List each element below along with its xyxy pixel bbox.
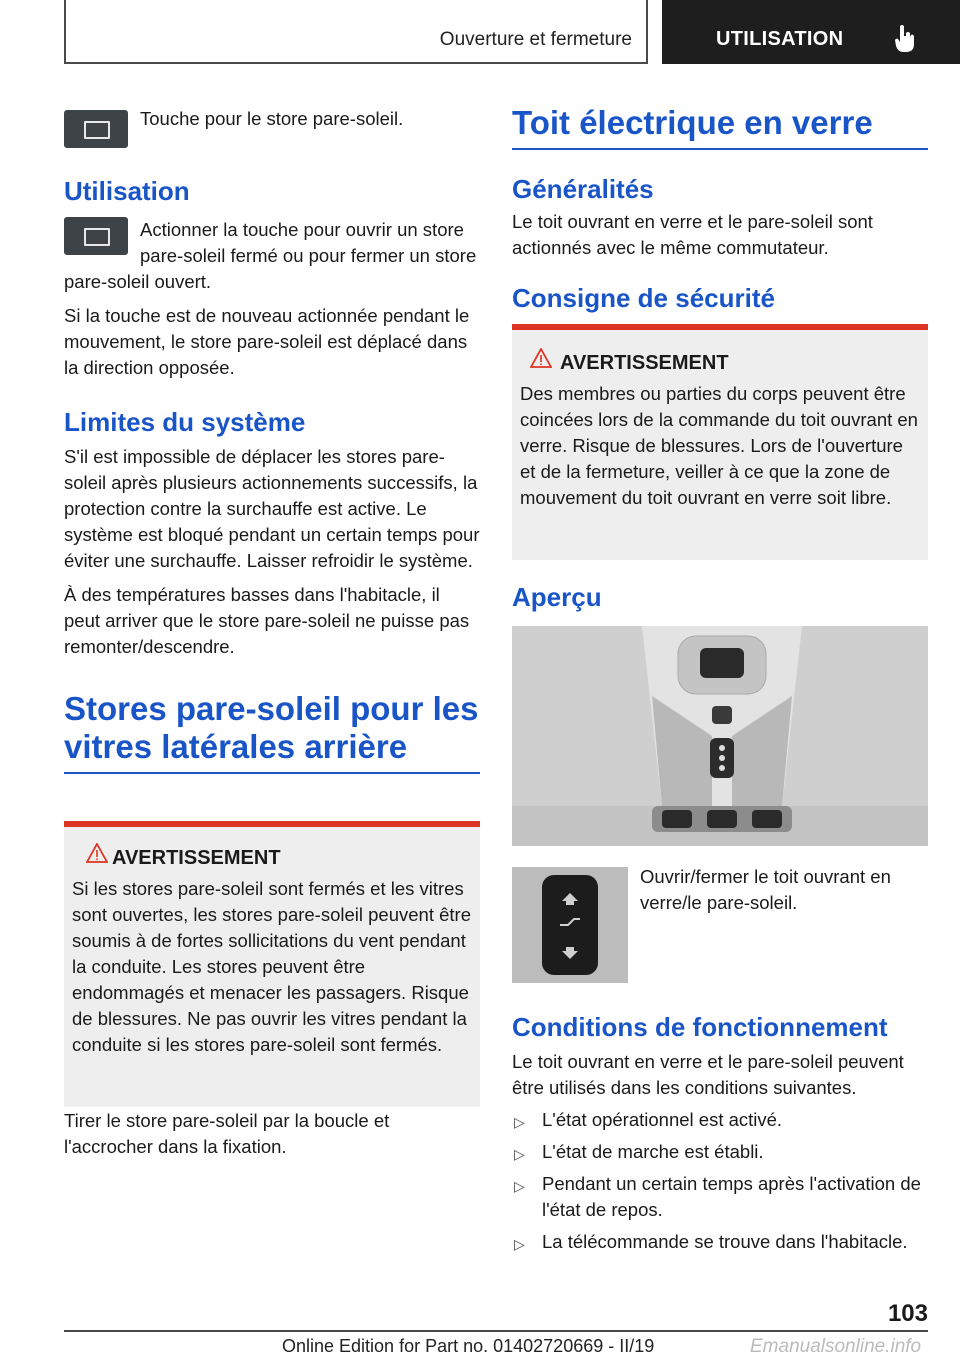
roof-switch-image [512, 867, 628, 983]
triangle-bullet-icon: ▷ [514, 1114, 525, 1130]
generalites-text: Le toit ouvrant en verre et le pare-soleil sont actionnés avec le même commutateur. [512, 211, 873, 258]
triangle-bullet-icon: ▷ [514, 1146, 525, 1162]
conditions-list [512, 1107, 928, 1261]
list-item: ▷ La télécommande se trouve dans l'habitacle. [512, 1229, 928, 1255]
triangle-bullet-icon: ▷ [514, 1236, 525, 1252]
warning-text: Si les stores pare-soleil sont fermés et les vitres sont ouvertes, les stores pare-soleil peuvent être soumis à de fortes sollicitations du vent pendant la conduite. Les stores peuvent être endommagés et menacer les passagers. Risque de blessures. Ne pas ouvrir les vitres pendant la conduite si les stores pare-soleil sont fermés. [72, 878, 471, 1055]
utilisation-text: Actionner la touche pour ouvrir un store pare-soleil fermé ou pour fermer un store pare-soleil ouvert. [64, 219, 477, 292]
header-section-box [64, 0, 648, 64]
header-chapter-box [662, 0, 960, 64]
limites-heading: Limites du système [64, 407, 306, 437]
limites-text: S'il est impossible de déplacer les stores pare-soleil après plusieurs actionnements successifs, la protection contre la surchauffe est active. Le système est bloqué pendant un certain temps pour éviter une surchauffe. Laisser refroidir le système. [64, 446, 480, 571]
watermark: Emanualsonline.info [750, 1336, 922, 1357]
tirer-text: Tirer le store pare-soleil par la boucle et l'accrocher dans la fixation. [64, 1110, 390, 1157]
sunblind-button-icon [64, 217, 128, 255]
triangle-bullet-icon: ▷ [514, 1178, 525, 1194]
warning-triangle-icon [86, 843, 108, 863]
header-chapter-title: UTILISATION [716, 28, 844, 50]
warning-box-stores [64, 821, 480, 1107]
key-caption: Touche pour le store pare-soleil. [140, 110, 404, 129]
list-item: ▷ Pendant un certain temps après l'activation de l'état de repos. [514, 1173, 921, 1220]
right-column [512, 96, 928, 314]
warning-box-toit [512, 324, 928, 560]
generalites-heading: Généralités [512, 174, 654, 204]
warning-title: AVERTISSEMENT [560, 352, 729, 374]
consigne-heading: Consigne de sécurité [512, 283, 775, 313]
warning-title: AVERTISSEMENT [112, 847, 281, 869]
apercu-heading: Aperçu [512, 582, 602, 612]
conditions-heading: Conditions de fonctionnement [512, 1012, 888, 1042]
footer-rule [64, 1330, 928, 1332]
warning-text: Des membres ou parties du corps peuvent être coincées lors de la commande du toit ouvrant en verre. Risque de blessures. Lors de l'ouverture et de la fermeture, veiller à ce que la zone de mouvement du toit ouvrant en verre soit libre. [520, 383, 918, 508]
switch-caption: Ouvrir/fermer le toit ouvrant en verre/le pare-soleil. [640, 866, 891, 913]
list-item: ▷ L'état opérationnel est activé. [512, 1107, 928, 1133]
utilisation-text-2: Si la touche est de nouveau actionnée pendant le mouvement, le store pare-soleil est déplacé dans la direction opposée. [64, 305, 470, 378]
left-column [64, 96, 480, 774]
footer-edition: Online Edition for Part no. 01402720669 - II/19 [282, 1336, 655, 1356]
sunblind-button-icon [64, 110, 128, 148]
toit-heading: Toit électrique en verre [512, 104, 928, 150]
header-section-title: Ouverture et fermeture [439, 29, 632, 50]
page-number: 103 [887, 1300, 928, 1327]
roof-console-image [512, 626, 928, 846]
conditions-text: Le toit ouvrant en verre et le pare-soleil peuvent être utilisés dans les conditions suivantes. [512, 1051, 904, 1098]
warning-triangle-icon [530, 348, 552, 368]
limites-text-2: À des températures basses dans l'habitacle, il peut arriver que le store pare-soleil ne puisse pas remonter/descendre. [64, 584, 470, 657]
list-item: ▷ L'état de marche est établi. [512, 1139, 928, 1165]
stores-heading: Stores pare-soleil pour les vitres latérales arrière [64, 690, 480, 774]
hand-pointer-icon [894, 24, 916, 54]
utilisation-heading: Utilisation [64, 176, 190, 206]
